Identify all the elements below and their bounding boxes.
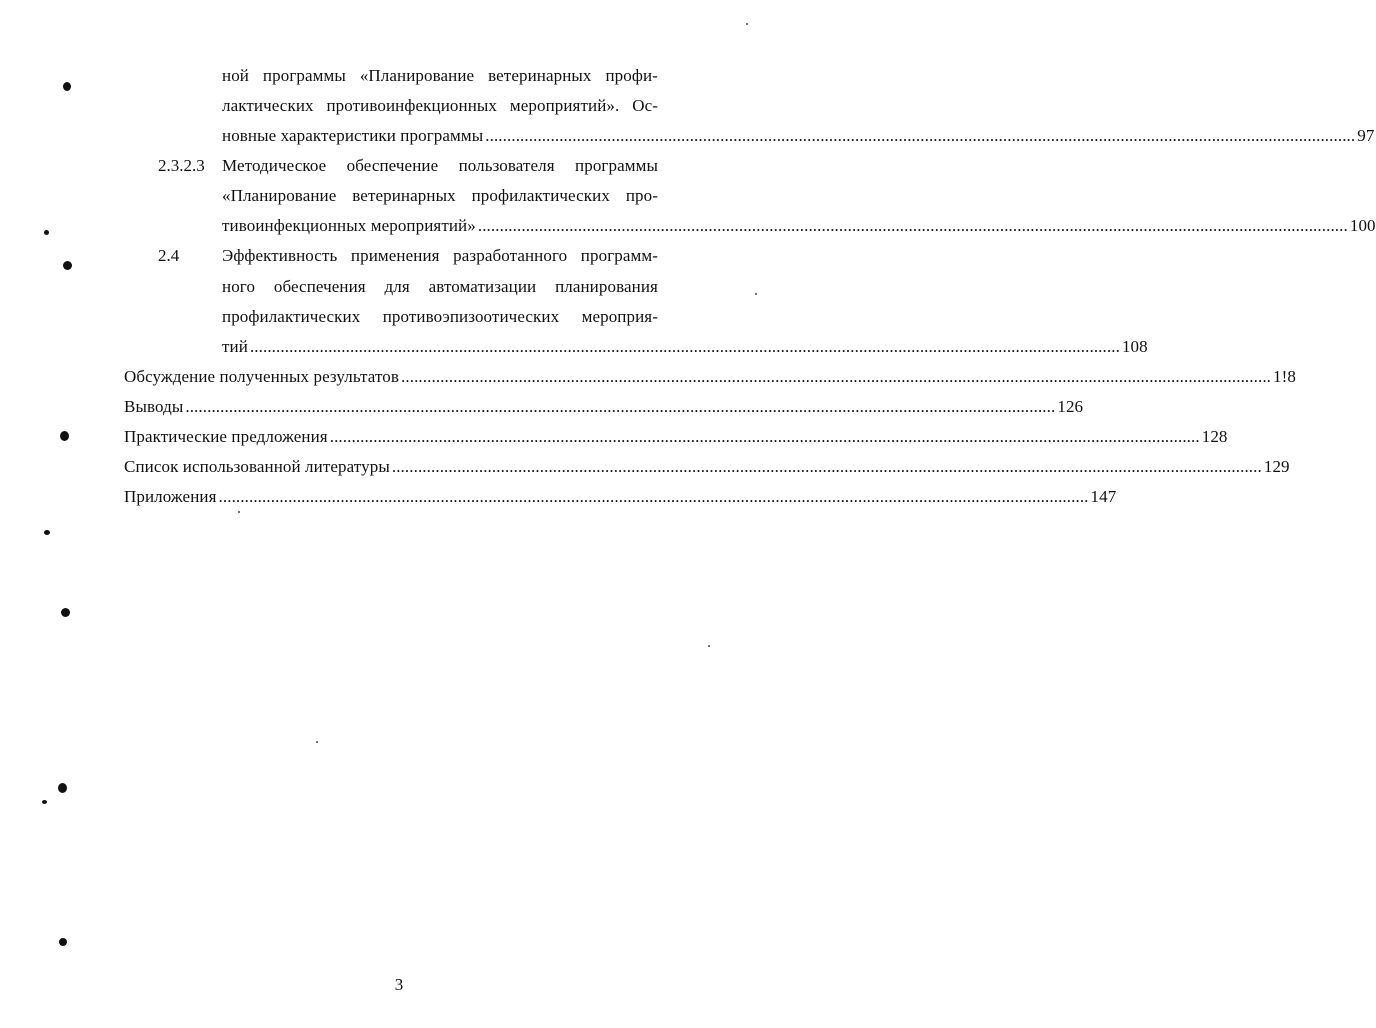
scan-speck [755, 293, 757, 295]
word: применения [350, 246, 440, 265]
word: мероприя- [581, 307, 658, 326]
word: программы [575, 156, 658, 175]
toc-continuation-line-3 [222, 126, 1375, 146]
toc-continuation-line-1 [222, 66, 658, 86]
toc-entry-title: тивоинфекционных мероприятий» [222, 216, 476, 235]
word: ветеринарных [488, 66, 592, 85]
dot-leader: ........................................................................................................................................................................................................ [249, 337, 1120, 356]
word: противоинфекционных [326, 96, 498, 115]
dot-leader: ........................................................................................................................................................................................................ [185, 397, 1056, 416]
word: автоматизации [428, 277, 537, 296]
toc-entry-page: 147 [1090, 487, 1117, 506]
word: мероприятий». [509, 96, 620, 115]
scan-mark [42, 800, 47, 804]
toc-entry-title: Выводы [124, 397, 184, 416]
word: противоэпизоотических [382, 307, 560, 326]
word: для [384, 277, 410, 296]
toc-entry-practical [124, 427, 1228, 447]
scan-mark [63, 261, 72, 270]
scan-speck [746, 23, 748, 25]
toc-entry-number: 2.4 [158, 246, 180, 265]
toc-item-2-4-line-2 [222, 277, 658, 297]
dot-leader: ........................................................................................................................................................................................................ [401, 367, 1272, 386]
toc-entry-title: Список использованной литературы [124, 457, 390, 476]
word: профилактических [222, 307, 361, 326]
toc-continuation-line-2 [222, 96, 658, 116]
scan-mark [58, 783, 67, 793]
toc-entry-title: тий [222, 337, 248, 356]
toc-entry-title: новные характеристики программы [222, 126, 484, 145]
toc-item-2-4-line-3 [222, 307, 658, 327]
word: планирования [555, 277, 658, 296]
word: Методическое [222, 156, 327, 175]
scan-mark [60, 431, 69, 441]
word: Ос- [632, 96, 658, 115]
word: ного [222, 277, 256, 296]
word: «Планирование [359, 66, 475, 85]
toc-item-2-4-line-1 [222, 246, 658, 266]
word: пользователя [458, 156, 555, 175]
word: профи- [605, 66, 658, 85]
toc-entry-page: 108 [1121, 337, 1148, 356]
word: разработанного [453, 246, 568, 265]
word: ветеринарных [352, 186, 456, 205]
page-number: 3 [394, 975, 404, 994]
toc-entry-number: 2.3.2.3 [158, 156, 205, 175]
toc-entry-appendices [124, 487, 1117, 507]
toc-entry-title: Практические предложения [124, 427, 328, 446]
toc-entry-page: 100 [1349, 216, 1376, 235]
scan-mark [61, 608, 70, 617]
dot-leader: ........................................................................................................................................................................................................ [477, 216, 1348, 235]
word: лактических [222, 96, 314, 115]
word: обеспечение [346, 156, 439, 175]
toc-item-2-4-line-4 [222, 337, 1148, 357]
scan-mark [59, 938, 67, 946]
scan-speck [708, 645, 710, 647]
toc-item-2-3-2-3-line-3 [222, 216, 1376, 236]
scan-mark [63, 82, 71, 91]
word: программы [262, 66, 346, 85]
scan-mark [44, 230, 49, 235]
toc-entry-references [124, 457, 1290, 477]
word: «Планирование [222, 186, 337, 205]
toc-entry-page: 1!8 [1273, 367, 1296, 386]
toc-entry-conclusions [124, 397, 1084, 417]
toc-entry-page: 129 [1263, 457, 1290, 476]
word: профилактических [471, 186, 610, 205]
word: про- [625, 186, 658, 205]
scan-speck [316, 741, 318, 743]
word: программ- [580, 246, 658, 265]
toc-entry-page: 128 [1201, 427, 1228, 446]
dot-leader: ........................................................................................................................................................................................................ [391, 457, 1262, 476]
word: ной [222, 66, 249, 85]
toc-entry-title: Приложения [124, 487, 217, 506]
toc-entry-title: Обсуждение полученных результатов [124, 367, 400, 386]
dot-leader: ........................................................................................................................................................................................................ [218, 487, 1089, 506]
toc-item-2-3-2-3-line-2 [222, 186, 658, 206]
toc-entry-page: 97 [1357, 126, 1375, 145]
scan-mark [44, 530, 50, 535]
dot-leader: ........................................................................................................................................................................................................ [329, 427, 1200, 446]
dot-leader: ........................................................................................................................................................................................................ [485, 126, 1356, 145]
toc-entry-discussion [124, 367, 1296, 387]
word: Эффективность [222, 246, 338, 265]
toc-item-2-3-2-3-line-1 [222, 156, 658, 176]
scan-speck [238, 511, 240, 513]
word: обеспечения [273, 277, 366, 296]
toc-entry-page: 126 [1057, 397, 1084, 416]
